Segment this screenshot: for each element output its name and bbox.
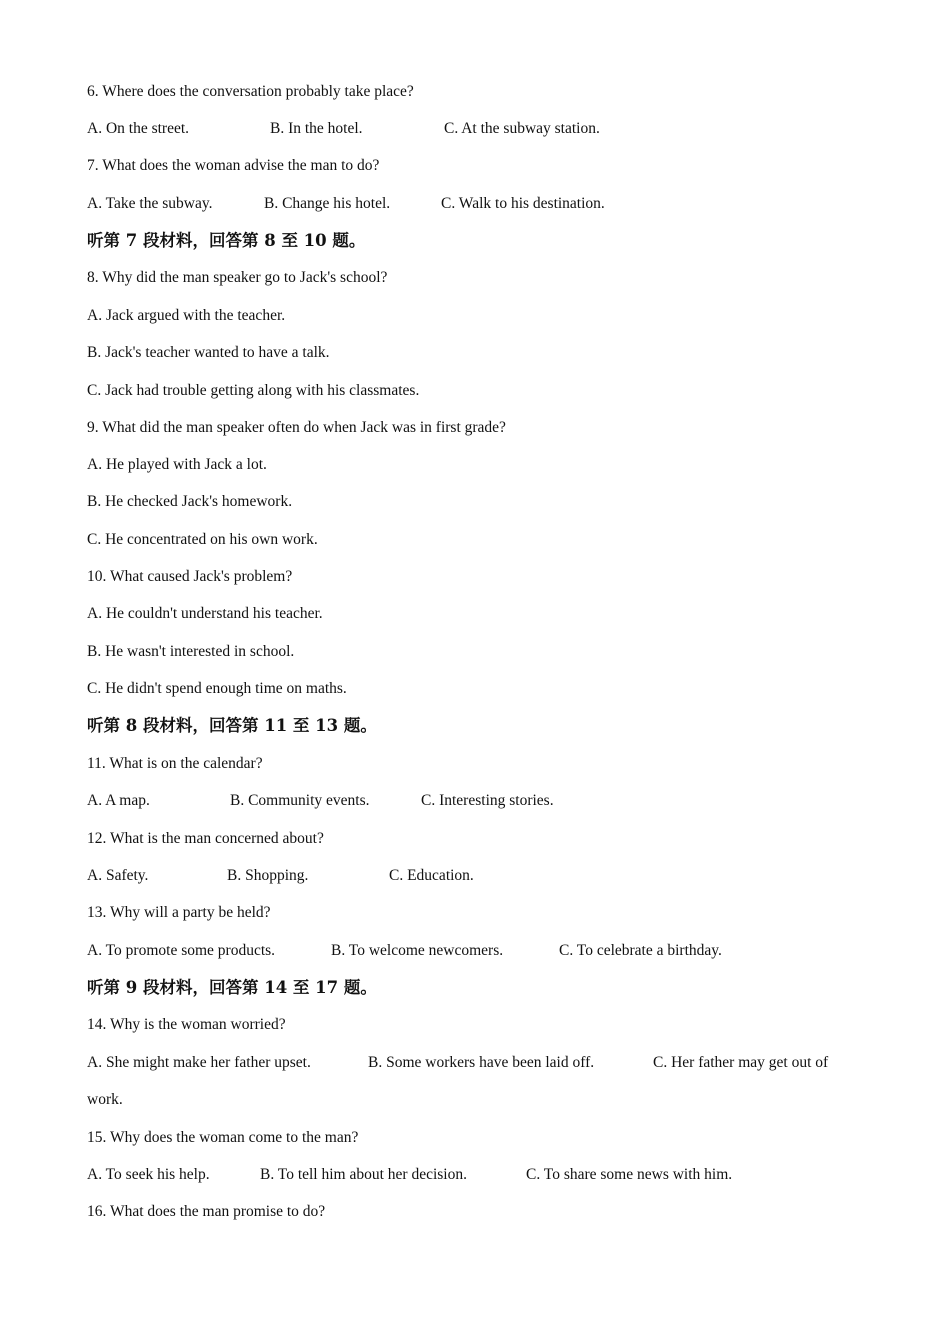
option-a: A. To seek his help.: [87, 1166, 210, 1183]
option-a: A. On the street.: [87, 120, 190, 137]
question-11: 11. What is on the calendar?: [87, 755, 263, 772]
question-10-option-b: B. He wasn't interested in school.: [87, 643, 295, 660]
question-8: 8. Why did the man speaker go to Jack's school?: [87, 269, 388, 286]
option-b: B. Some workers have been laid off.: [368, 1054, 595, 1071]
question-6: 6. Where does the conversation probably take place?: [87, 83, 414, 100]
question-15: 15. Why does the woman come to the man?: [87, 1129, 359, 1146]
question-6-options: [87, 119, 867, 139]
question-12-options: [87, 866, 867, 886]
question-12: 12. What is the man concerned about?: [87, 830, 324, 847]
section-heading-8: 听第 8 段材料，回答第 11 至 13 题。: [87, 716, 377, 735]
option-c: C. To share some news with him.: [526, 1166, 733, 1183]
question-9: 9. What did the man speaker often do when Jack was in first grade?: [87, 419, 506, 436]
option-c: C. At the subway station.: [444, 120, 600, 137]
question-10-option-a: A. He couldn't understand his teacher.: [87, 605, 323, 622]
question-11-options: [87, 791, 867, 811]
option-a: A. To promote some products.: [87, 942, 276, 959]
question-7: 7. What does the woman advise the man to do?: [87, 157, 380, 174]
question-8-option-c: C. Jack had trouble getting along with his classmates.: [87, 382, 420, 399]
option-c: C. Education.: [389, 867, 474, 884]
option-c: C. Walk to his destination.: [441, 195, 605, 212]
question-13-options: [87, 941, 867, 961]
question-16: 16. What does the man promise to do?: [87, 1203, 326, 1220]
question-14: 14. Why is the woman worried?: [87, 1016, 286, 1033]
option-b: B. To tell him about her decision.: [260, 1166, 467, 1183]
option-c: C. Interesting stories.: [421, 792, 554, 809]
option-b: B. Change his hotel.: [264, 195, 391, 212]
question-9-option-c: C. He concentrated on his own work.: [87, 531, 318, 548]
option-a: A. Take the subway.: [87, 195, 213, 212]
option-a: A. A map.: [87, 792, 150, 809]
section-heading-7: 听第 7 段材料，回答第 8 至 10 题。: [87, 231, 366, 250]
question-9-option-b: B. He checked Jack's homework.: [87, 493, 293, 510]
option-c: C. To celebrate a birthday.: [559, 942, 722, 959]
question-14-options: [87, 1053, 867, 1073]
question-8-option-a: A. Jack argued with the teacher.: [87, 307, 286, 324]
option-b: B. In the hotel.: [270, 120, 363, 137]
question-10: 10. What caused Jack's problem?: [87, 568, 293, 585]
option-b: B. Community events.: [230, 792, 370, 809]
question-14-option-c-continuation: work.: [87, 1091, 123, 1108]
option-b: B. Shopping.: [227, 867, 309, 884]
question-8-option-b: B. Jack's teacher wanted to have a talk.: [87, 344, 330, 361]
question-9-option-a: A. He played with Jack a lot.: [87, 456, 267, 473]
question-7-options: [87, 194, 867, 214]
option-a: A. She might make her father upset.: [87, 1054, 311, 1071]
option-a: A. Safety.: [87, 867, 149, 884]
section-heading-9: 听第 9 段材料，回答第 14 至 17 题。: [87, 978, 377, 997]
question-13: 13. Why will a party be held?: [87, 904, 271, 921]
option-c: C. Her father may get out of: [653, 1054, 829, 1071]
option-b: B. To welcome newcomers.: [331, 942, 504, 959]
question-10-option-c: C. He didn't spend enough time on maths.: [87, 680, 347, 697]
question-15-options: [87, 1165, 867, 1185]
